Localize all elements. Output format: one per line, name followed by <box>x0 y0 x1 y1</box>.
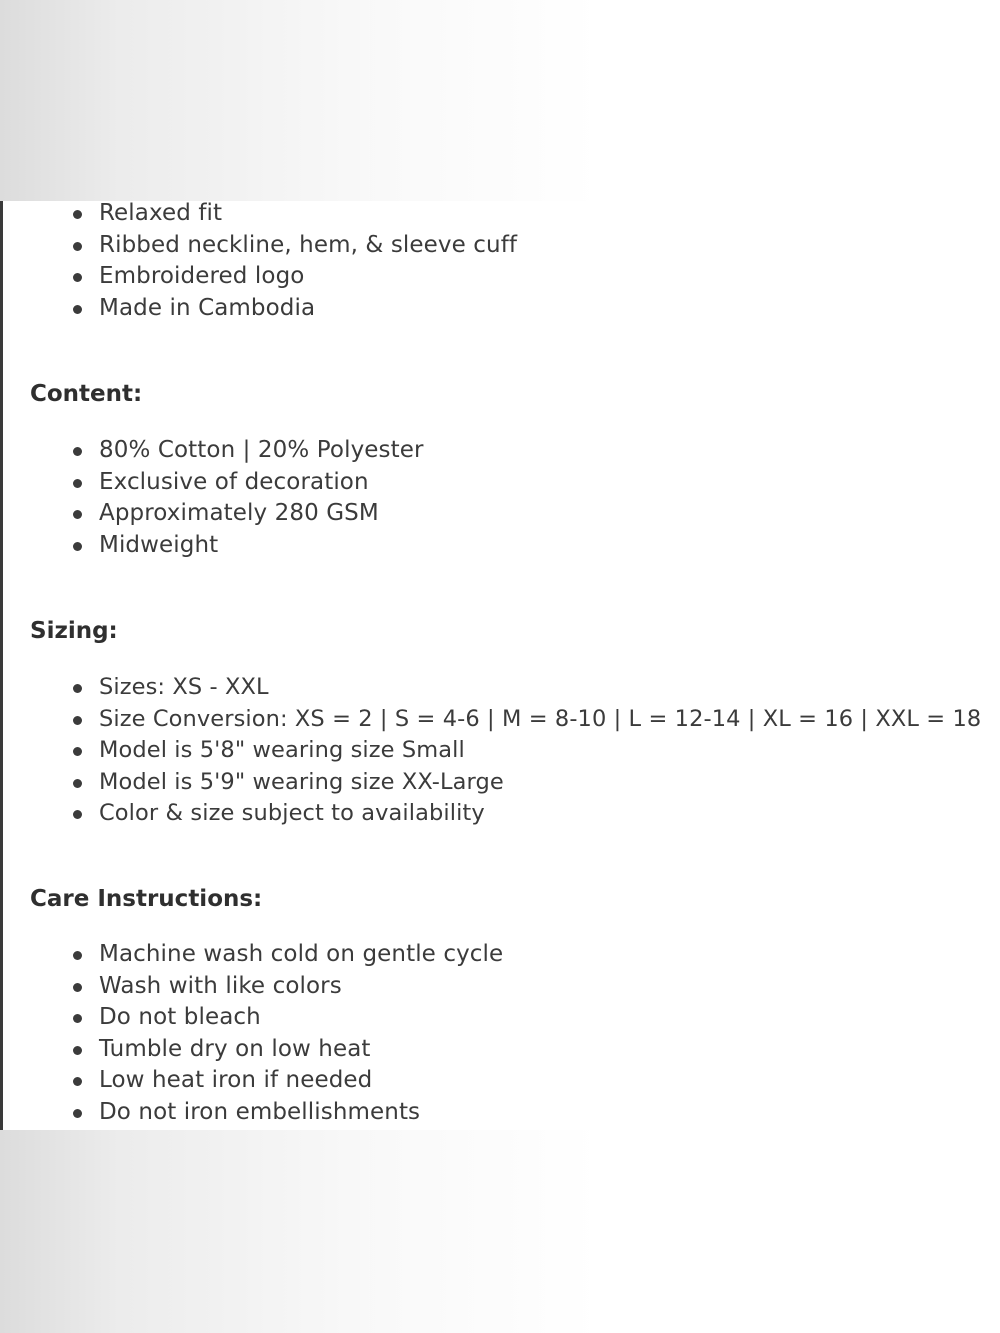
list-item: Size Conversion: XS = 2 | S = 4-6 | M = 8-10 | L = 12-14 | XL = 16 | XXL = 18 <box>3 704 1000 736</box>
care-instructions-list <box>3 939 1000 1128</box>
list-item: Low heat iron if needed <box>3 1065 1000 1097</box>
list-item: 80% Cotton | 20% Polyester <box>3 435 1000 467</box>
sizing-heading: Sizing: <box>30 618 118 644</box>
list-item: Model is 5'8" wearing size Small <box>3 735 1000 767</box>
list-item: Exclusive of decoration <box>3 467 1000 499</box>
bottom-background <box>0 1130 1000 1333</box>
list-item: Tumble dry on low heat <box>3 1034 1000 1066</box>
product-details-card <box>0 201 1000 1130</box>
content-list <box>3 435 1000 561</box>
list-item: Sizes: XS - XXL <box>3 672 1000 704</box>
features-list <box>3 201 1000 324</box>
list-item: Model is 5'9" wearing size XX-Large <box>3 767 1000 799</box>
list-item: Embroidered logo <box>3 261 1000 293</box>
list-item: Ribbed neckline, hem, & sleeve cuff <box>3 230 1000 262</box>
list-item: Machine wash cold on gentle cycle <box>3 939 1000 971</box>
list-item: Made in Cambodia <box>3 293 1000 325</box>
list-item: Relaxed fit <box>3 201 1000 230</box>
list-item: Approximately 280 GSM <box>3 498 1000 530</box>
content-heading: Content: <box>30 381 143 407</box>
top-background <box>0 0 1000 201</box>
list-item: Midweight <box>3 530 1000 562</box>
list-item: Do not bleach <box>3 1002 1000 1034</box>
list-item: Do not iron embellishments <box>3 1097 1000 1129</box>
care-instructions-heading: Care Instructions: <box>30 886 263 912</box>
list-item: Wash with like colors <box>3 971 1000 1003</box>
list-item: Color & size subject to availability <box>3 798 1000 830</box>
sizing-list <box>3 672 1000 830</box>
